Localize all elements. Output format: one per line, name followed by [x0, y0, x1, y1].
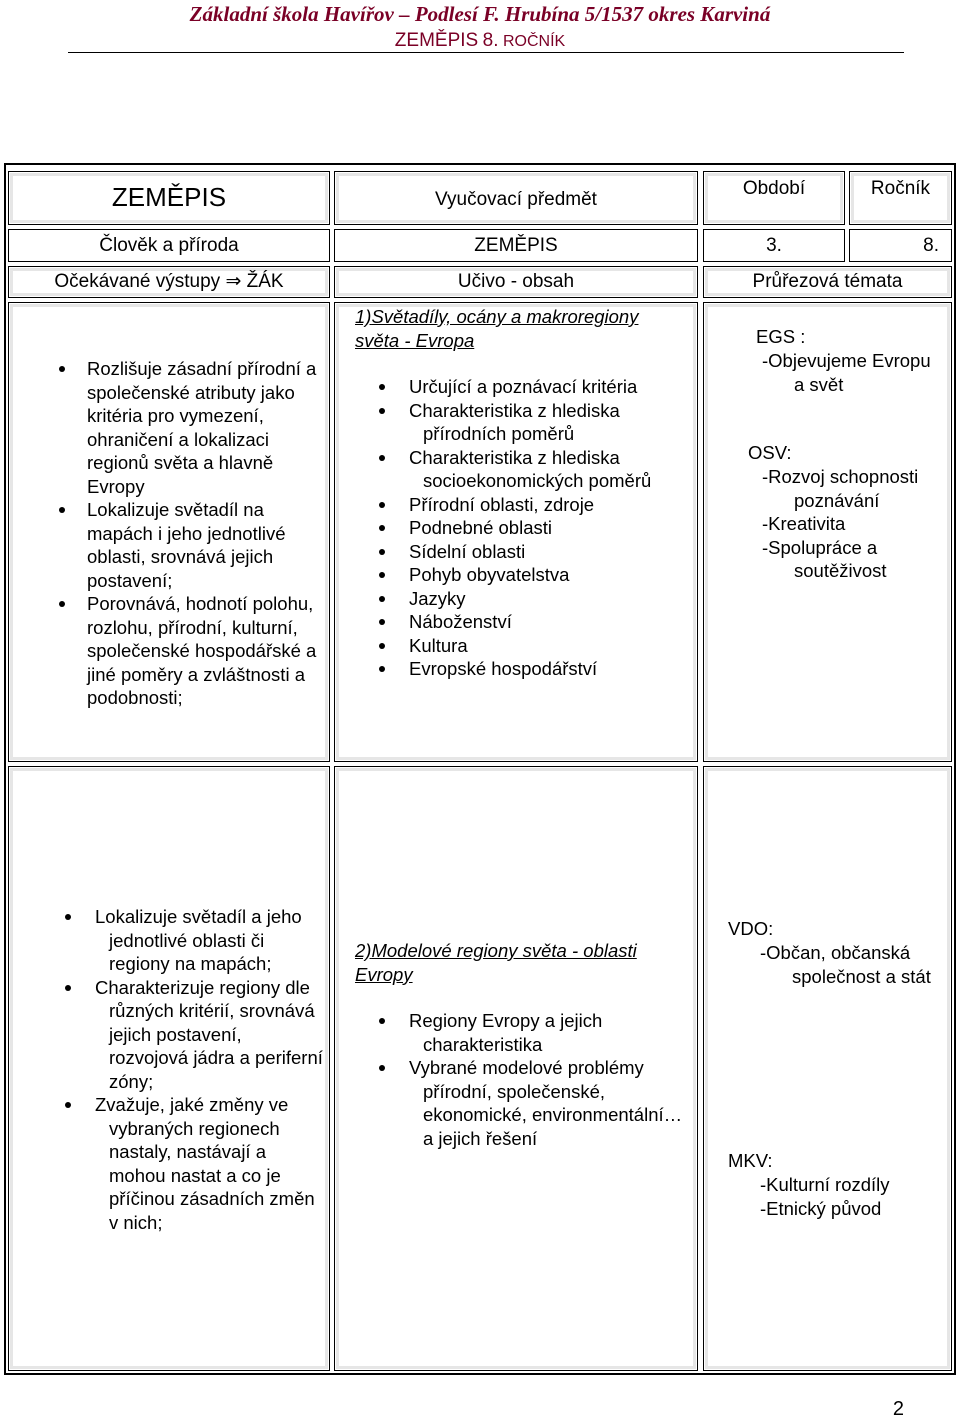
list-item: Podnebné oblasti: [375, 516, 675, 540]
row2-outcomes-list: [61, 905, 323, 1234]
row2-topic-number: 2): [355, 940, 372, 961]
list-item: Porovnává, hodnotí polohu, rozlohu, přírodní, kulturní, společenské hospodářské a jiné poměry a zvláštnosti a podobnosti;: [53, 592, 323, 710]
row2-content-list: [375, 1009, 685, 1150]
table-title-cell: [8, 171, 330, 225]
vdo-list: [744, 941, 944, 988]
osv-label: OSV:: [748, 442, 792, 463]
table-title: ZEMĚPIS: [111, 182, 227, 212]
outcomes-header-cell: [8, 266, 330, 298]
list-item: Sídelní oblasti: [375, 540, 675, 564]
list-item: Lokalizuje světadíl na mapách i jeho jednotlivé oblasti, srovnává jejich postavení;: [53, 498, 323, 592]
period-value: 3.: [766, 235, 782, 256]
area-value: Člověk a příroda: [99, 235, 239, 256]
list-item: Rozlišuje zásadní přírodní a společenské atributy jako kritéria pro vymezení, ohraničení a lokalizaci regionů světa a hlavně Evropy: [53, 357, 323, 498]
list-item: -Kreativita: [762, 513, 846, 534]
grade-value: 8.: [923, 235, 939, 256]
row2-outcomes-cell: [8, 766, 330, 1371]
subject-value: ZEMĚPIS: [474, 235, 558, 256]
list-item: Určující a poznávací kritéria: [375, 375, 675, 399]
content-header: Učivo - obsah: [457, 271, 575, 292]
header-rule: [68, 52, 904, 53]
grade-value-cell: [849, 229, 952, 262]
list-item: Lokalizuje světadíl a jeho jednotlivé oblasti či regiony na mapách;: [61, 905, 323, 976]
period-label: Období: [742, 178, 806, 199]
egs-block: [756, 325, 946, 349]
subject-grade-header: [0, 30, 960, 52]
list-item: Jazyky: [375, 587, 675, 611]
row1-topic-title: Světadíly, ocány a makroregiony světa - Evropa: [355, 306, 639, 351]
period-value-cell: [703, 229, 845, 262]
row1-outcomes-list: [53, 357, 323, 710]
list-item: Pohyb obyvatelstva: [375, 563, 675, 587]
list-item: -Objevujeme Evropu a svět: [762, 350, 931, 395]
list-item: -Rozvoj schopnosti poznávání: [762, 466, 919, 511]
row1-themes-cell: [703, 302, 952, 762]
row2-topic-title: Modelové regiony světa - oblasti Evropy: [355, 940, 637, 985]
list-item: Charakteristika z hlediska přírodních poměrů: [375, 399, 675, 446]
list-item: Kultura: [375, 634, 675, 658]
vdo-label: VDO:: [728, 918, 774, 939]
themes-header: Průřezová témata: [752, 271, 903, 292]
row1-topic-heading: [355, 305, 685, 352]
page-number: 2: [892, 1398, 904, 1420]
subject-value-cell: [334, 229, 698, 262]
list-item: -Spolupráce a soutěživost: [762, 536, 887, 581]
list-item: -Etnický původ: [760, 1197, 882, 1219]
list-item: Přírodní oblasti, zdroje: [375, 493, 675, 517]
header-subject: ZEMĚPIS: [394, 30, 479, 51]
list-item: Charakteristika z hlediska socioekonomických poměrů: [375, 446, 675, 493]
themes-header-cell: [703, 266, 952, 298]
subject-label: Vyučovací předmět: [435, 189, 597, 210]
row1-content-cell: [334, 302, 698, 762]
area-cell: [8, 229, 330, 262]
header-grade-word: ROČNÍK: [502, 33, 566, 50]
grade-label: Ročník: [870, 178, 931, 199]
content-header-cell: [334, 266, 698, 298]
row2-topic-heading: [355, 939, 685, 986]
row2-content-cell: [334, 766, 698, 1371]
row1-topic-number: 1): [355, 306, 372, 327]
list-item: Vybrané modelové problémy přírodní, společenské, ekonomické, environmentální… a jejich řešení: [375, 1056, 685, 1150]
subject-label-cell: [334, 171, 698, 225]
list-item: Zvažuje, jaké změny ve vybraných regionech nastaly, nastávají a mohou nastat a co je příčinou zásadních změn v nich;: [61, 1093, 323, 1234]
outcomes-header: Očekávané výstupy ⇒ ŽÁK: [54, 271, 284, 292]
row2-themes-cell: [703, 766, 952, 1371]
list-item: -Kulturní rozdíly: [760, 1174, 890, 1195]
mkv-list: [744, 1173, 944, 1220]
egs-label: EGS :: [756, 326, 806, 347]
period-label-cell: [703, 171, 845, 225]
list-item: Náboženství: [375, 610, 675, 634]
school-header: Základní škola Havířov – Podlesí F. Hrubína 5/1537 okres Karviná: [189, 2, 771, 26]
header-grade: 8.: [482, 30, 499, 51]
osv-list: [746, 465, 946, 583]
row1-outcomes-cell: [8, 302, 330, 762]
list-item: Evropské hospodářství: [375, 657, 675, 681]
list-item: Charakterizuje regiony dle různých kritérií, srovnává jejich postavení, rozvojová jádra a periferní zóny;: [61, 976, 323, 1094]
row1-content-list: [375, 375, 675, 681]
list-item: -Občan, občanská společnost a stát: [760, 942, 931, 987]
mkv-label: MKV:: [728, 1150, 773, 1171]
list-item: Regiony Evropy a jejich charakteristika: [375, 1009, 685, 1056]
egs-list: [746, 349, 946, 396]
grade-label-cell: [849, 171, 952, 225]
